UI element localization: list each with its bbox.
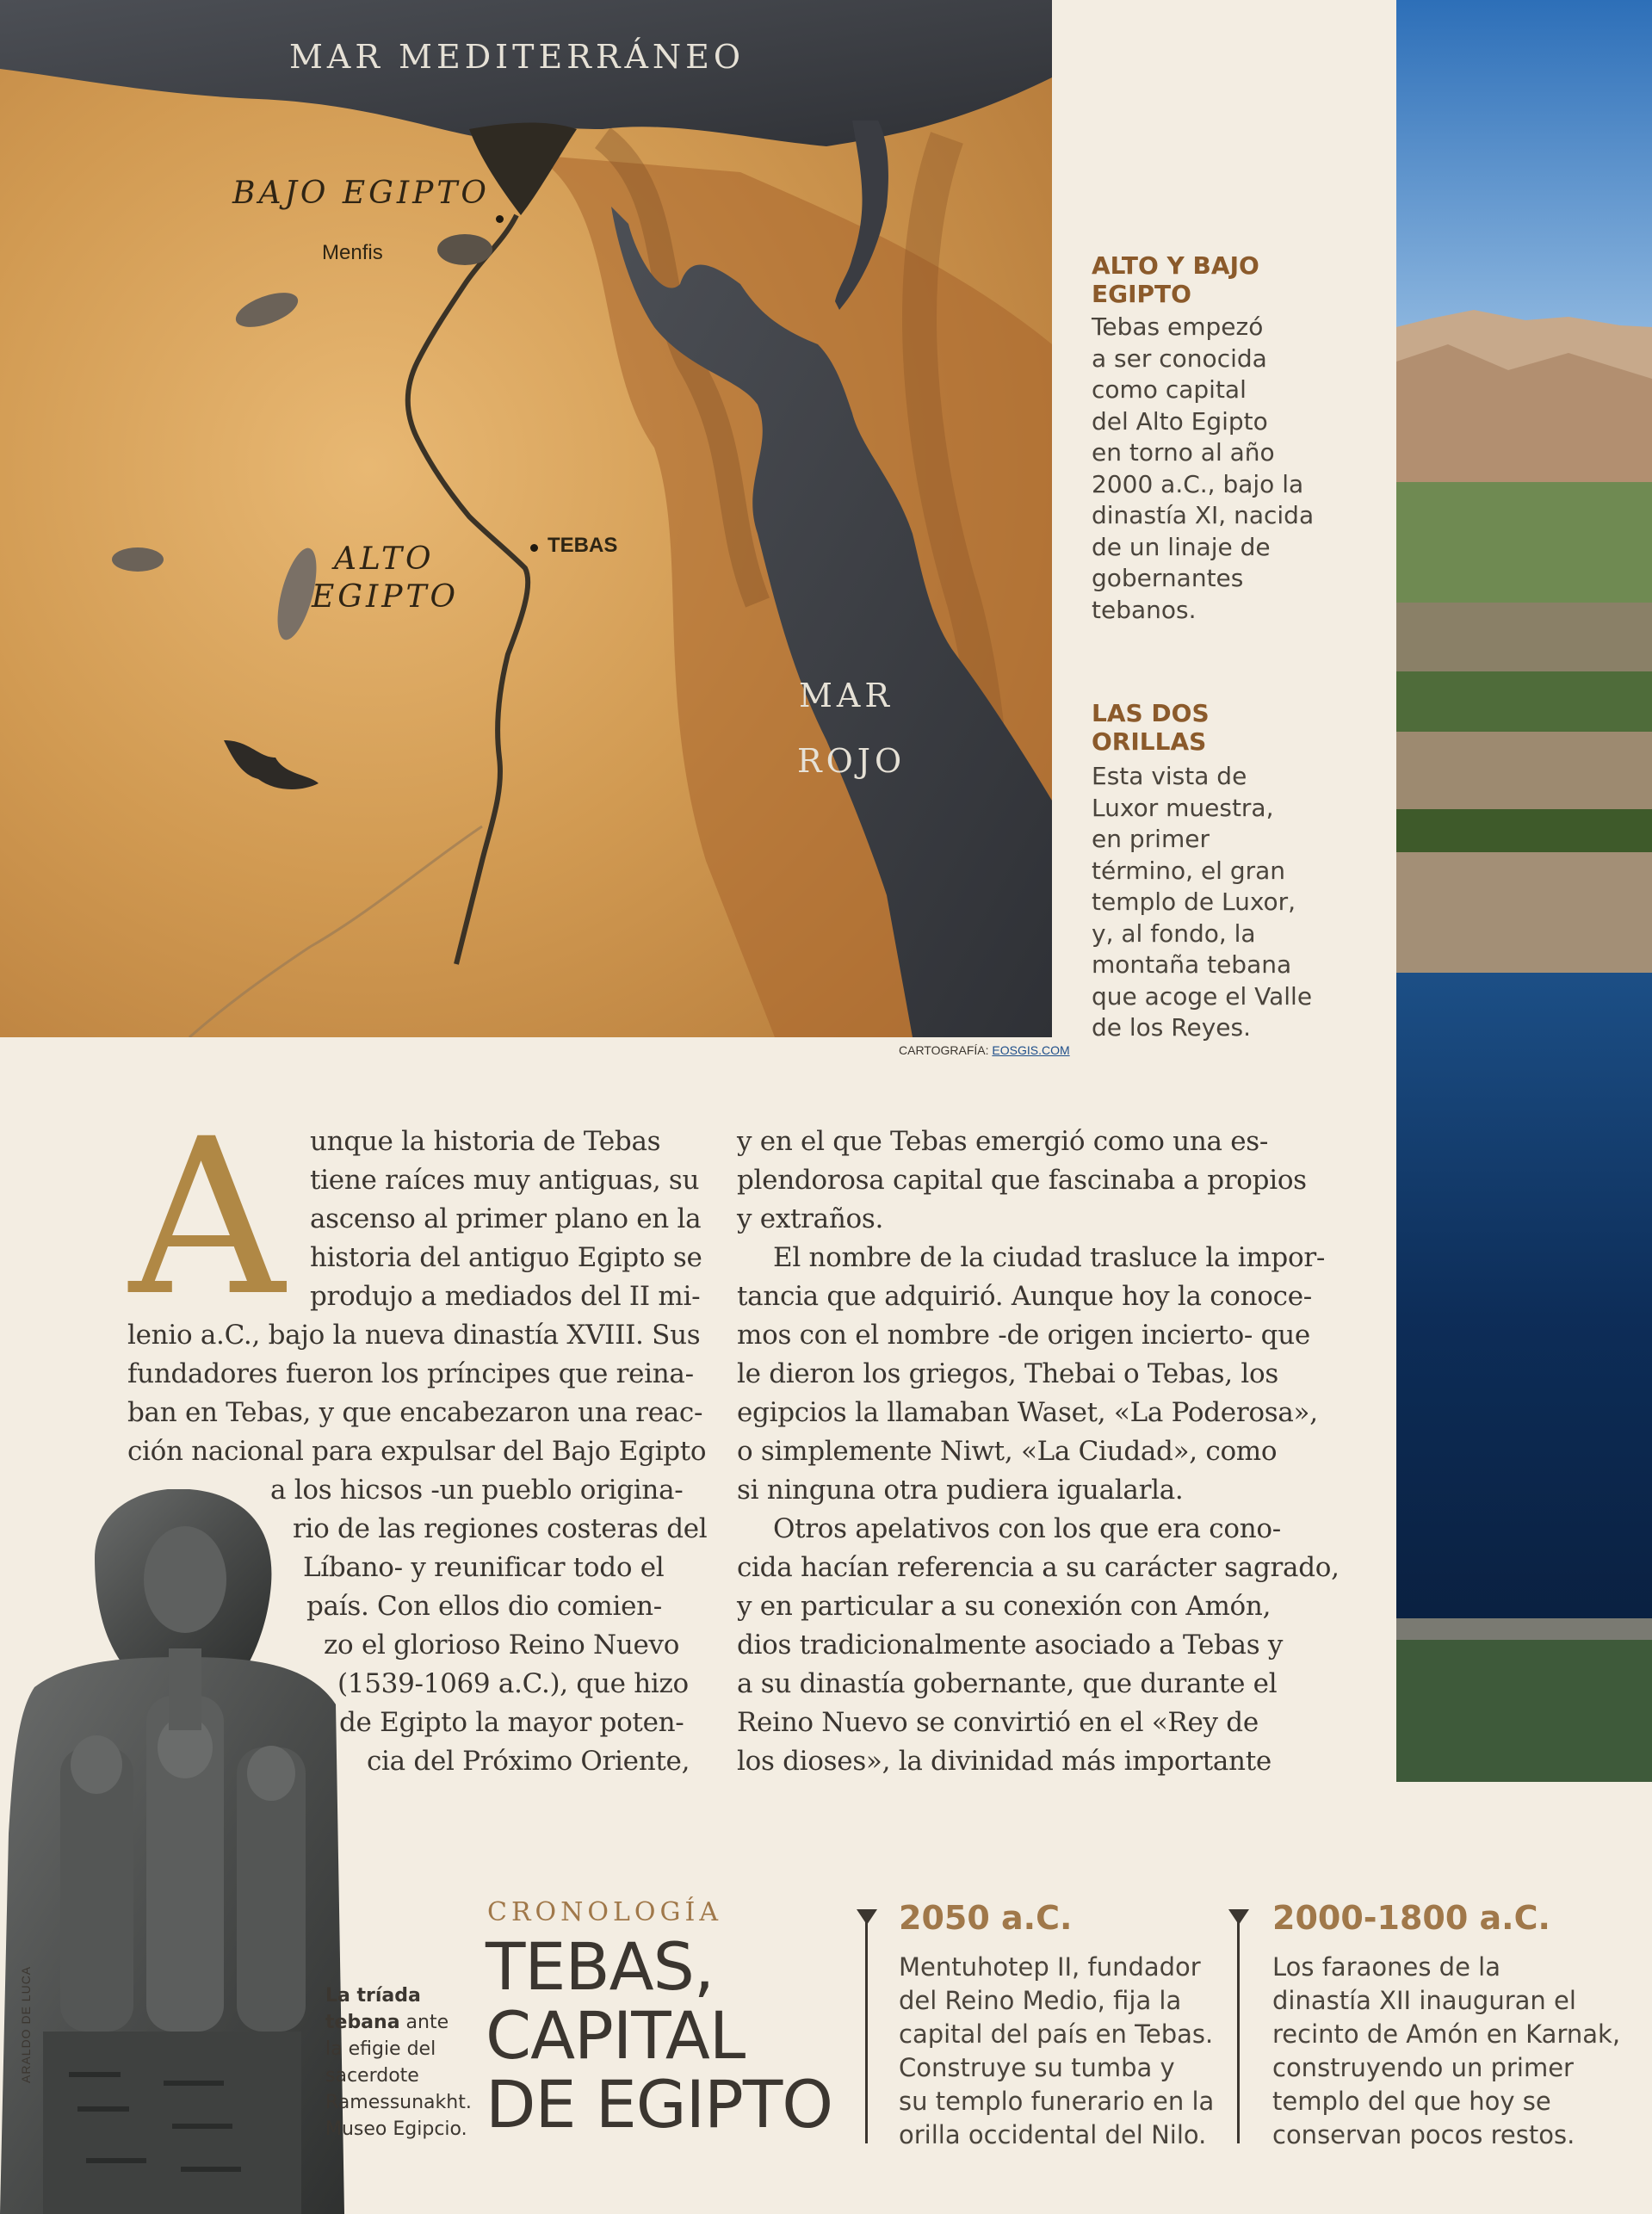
timeline-label: CRONOLOGÍA xyxy=(487,1897,722,1927)
article-line: produjo a mediados del II mi- xyxy=(310,1281,701,1312)
timeline-title-line: CAPITAL xyxy=(486,1997,746,2074)
timeline-title xyxy=(486,1928,833,2143)
statue-caption xyxy=(325,1982,472,2143)
map-label-memphis: Menfis xyxy=(322,241,383,264)
photo-credit: ARALDO DE LUCA xyxy=(19,1965,33,2083)
timeline-entry-2-date: 2000-1800 a.C. xyxy=(1272,1899,1550,1937)
luxor-photo-drawing xyxy=(1396,0,1652,1782)
timeline-entry-line: recinto de Amón en Karnak, xyxy=(1272,2019,1621,2049)
caption-1-line: a ser conocida xyxy=(1092,343,1267,373)
map-terrain xyxy=(0,0,1052,1037)
thebes-dot xyxy=(530,544,538,552)
map-credit-link[interactable]: EOSGIS.COM xyxy=(992,1043,1070,1057)
timeline-entry-line: orilla occidental del Nilo. xyxy=(899,2120,1207,2149)
drop-cap: A xyxy=(129,1092,285,1343)
article-line: El nombre de la ciudad trasluce la impor- xyxy=(773,1242,1326,1273)
map-label-upper-egypt-line1: ALTO xyxy=(334,541,435,577)
caption-1-line: dinastía XI, nacida xyxy=(1092,501,1315,529)
caption-1-line: gobernantes xyxy=(1092,564,1244,592)
article-line: rio de las regiones costeras del xyxy=(293,1513,708,1544)
caption-2-line: Esta vista de xyxy=(1092,762,1247,790)
article-line: país. Con ellos dio comien- xyxy=(306,1591,662,1622)
timeline-entry-line: Construye su tumba y xyxy=(899,2053,1175,2082)
article-line: a su dinastía gobernante, que durante el xyxy=(737,1668,1278,1699)
caption-1-line: de un linaje de xyxy=(1092,532,1271,561)
article-line: y en particular a su conexión con Amón, xyxy=(737,1591,1271,1622)
timeline-entry-line: dinastía XII inauguran el xyxy=(1272,1986,1576,2015)
article-line: unque la historia de Tebas xyxy=(310,1126,661,1157)
caption-1-title xyxy=(1092,251,1259,308)
article-line: egipcios la llamaban Waset, «La Poderosa», xyxy=(737,1397,1318,1428)
article-line: mos con el nombre -de origen incierto- que xyxy=(737,1320,1310,1351)
article-line: ción nacional para expulsar del Bajo Egipto xyxy=(127,1436,707,1467)
article-line: de Egipto la mayor poten- xyxy=(339,1707,684,1738)
caption-1-line: en torno al año xyxy=(1092,438,1275,467)
caption-2-line: montaña tebana xyxy=(1092,950,1292,979)
map-of-egypt xyxy=(0,0,1052,1037)
article-line: tancia que adquirió. Aunque hoy la conoce- xyxy=(737,1281,1312,1312)
timeline-line xyxy=(865,1920,868,2143)
article-line: ascenso al primer plano en la xyxy=(310,1203,702,1234)
caption-2-line: Luxor muestra, xyxy=(1092,793,1274,822)
caption-2-title xyxy=(1092,699,1210,756)
article-line: (1539-1069 a.C.), que hizo xyxy=(337,1668,689,1699)
timeline-line xyxy=(1237,1920,1240,2143)
caption-1-title-line: EGIPTO xyxy=(1092,280,1191,308)
statue-caption-bold-line: tebana xyxy=(325,2012,400,2033)
article-line: Líbano- y reunificar todo el xyxy=(303,1552,665,1583)
statue-caption-line: Museo Egipcio. xyxy=(325,2118,467,2140)
statue-caption-bold-line: La tríada xyxy=(325,1985,421,2007)
caption-2-line: en primer xyxy=(1092,825,1210,853)
timeline-title-line: DE EGIPTO xyxy=(486,2066,833,2143)
map-label-thebes: TEBAS xyxy=(548,534,618,557)
timeline-entry-line: construyendo un primer xyxy=(1272,2053,1574,2082)
statue-caption-after-bold: ante xyxy=(399,2012,449,2033)
article-line: cida hacían referencia a su carácter sagrado, xyxy=(737,1552,1340,1583)
caption-1-title-line: ALTO Y BAJO xyxy=(1092,251,1259,280)
caption-2-line: templo de Luxor, xyxy=(1092,887,1296,916)
triad-statue-photo xyxy=(0,1489,344,2214)
article-line: si ninguna otra pudiera igualarla. xyxy=(737,1475,1184,1506)
article-line: los dioses», la divinidad más importante xyxy=(737,1746,1271,1777)
article-line: Otros apelativos con los que era cono- xyxy=(773,1513,1281,1544)
caption-2-text xyxy=(1092,761,1312,1044)
caption-2-line: de los Reyes. xyxy=(1092,1013,1252,1042)
map-credit-prefix: CARTOGRAFÍA: xyxy=(899,1043,989,1057)
timeline-entry-2-text xyxy=(1272,1951,1620,2152)
caption-1-line: tebanos. xyxy=(1092,595,1197,624)
timeline-title-line: TEBAS, xyxy=(486,1928,714,2005)
caption-1-line: 2000 a.C., bajo la xyxy=(1092,469,1304,498)
memphis-dot xyxy=(496,215,504,223)
article-line: y extraños. xyxy=(737,1203,884,1234)
article-line: cia del Próximo Oriente, xyxy=(367,1746,690,1777)
statue-caption-line: la efigie del xyxy=(325,2038,436,2060)
timeline-entry-line: templo del que hoy se xyxy=(1272,2087,1551,2116)
caption-1-line: Tebas empezó xyxy=(1092,312,1264,341)
article-line: y en el que Tebas emergió como una es- xyxy=(737,1126,1269,1157)
map-label-upper-egypt-line2: EGIPTO xyxy=(312,579,460,615)
caption-1-line: como capital xyxy=(1092,375,1247,404)
map-credit xyxy=(899,1043,1070,1057)
statue-caption-line: sacerdote xyxy=(325,2065,419,2087)
statue-drawing xyxy=(0,1489,344,2214)
timeline-entry-line: Los faraones de la xyxy=(1272,1952,1500,1982)
article-line: le dieron los griegos, Thebai o Tebas, los xyxy=(737,1358,1278,1389)
article-line: ban en Tebas, y que encabezaron una reac- xyxy=(127,1397,703,1428)
caption-2-line: y, al fondo, la xyxy=(1092,918,1256,948)
timeline-entry-1-date: 2050 a.C. xyxy=(899,1899,1073,1937)
caption-2-line: que acoge el Valle xyxy=(1092,981,1313,1011)
article-line: lenio a.C., bajo la nueva dinastía XVIII. Sus xyxy=(127,1320,701,1351)
timeline-entry-line: capital del país en Tebas. xyxy=(899,2019,1214,2049)
statue-caption-line: Ramessunakht. xyxy=(325,2092,472,2113)
map-label-red-sea-line1: MAR xyxy=(799,677,894,714)
map-label-red-sea-line2: ROJO xyxy=(797,742,906,780)
article-line: tiene raíces muy antiguas, su xyxy=(310,1165,700,1196)
caption-2-title-line: LAS DOS xyxy=(1092,699,1210,727)
article-line: plendorosa capital que fascinaba a propios xyxy=(737,1165,1307,1196)
timeline-entry-line: Mentuhotep II, fundador xyxy=(899,1952,1201,1982)
article-line: Reino Nuevo se convirtió en el «Rey de xyxy=(737,1707,1259,1738)
caption-2-line: término, el gran xyxy=(1092,856,1286,885)
article-line: zo el glorioso Reino Nuevo xyxy=(324,1630,680,1660)
article-line: historia del antiguo Egipto se xyxy=(310,1242,702,1273)
timeline-entry-1-text xyxy=(899,1951,1214,2152)
caption-1-text xyxy=(1092,312,1314,626)
article-line: dios tradicionalmente asociado a Tebas y xyxy=(737,1630,1284,1660)
luxor-aerial-photo xyxy=(1396,0,1652,1782)
caption-1-line: del Alto Egipto xyxy=(1092,406,1268,436)
article-line: a los hicsos -un pueblo origina- xyxy=(270,1475,684,1506)
timeline-entry-line: su templo funerario en la xyxy=(899,2087,1215,2116)
article-line: o simplemente Niwt, «La Ciudad», como xyxy=(737,1436,1278,1467)
article-line: fundadores fueron los príncipes que reina- xyxy=(127,1358,694,1389)
map-label-mediterranean: MAR MEDITERRÁNEO xyxy=(289,38,746,76)
caption-2-title-line: ORILLAS xyxy=(1092,727,1207,756)
timeline-entry-line: conservan pocos restos. xyxy=(1272,2120,1575,2149)
timeline-entry-line: del Reino Medio, fija la xyxy=(899,1986,1182,2015)
map-label-lower-egypt: BAJO EGIPTO xyxy=(232,176,490,211)
